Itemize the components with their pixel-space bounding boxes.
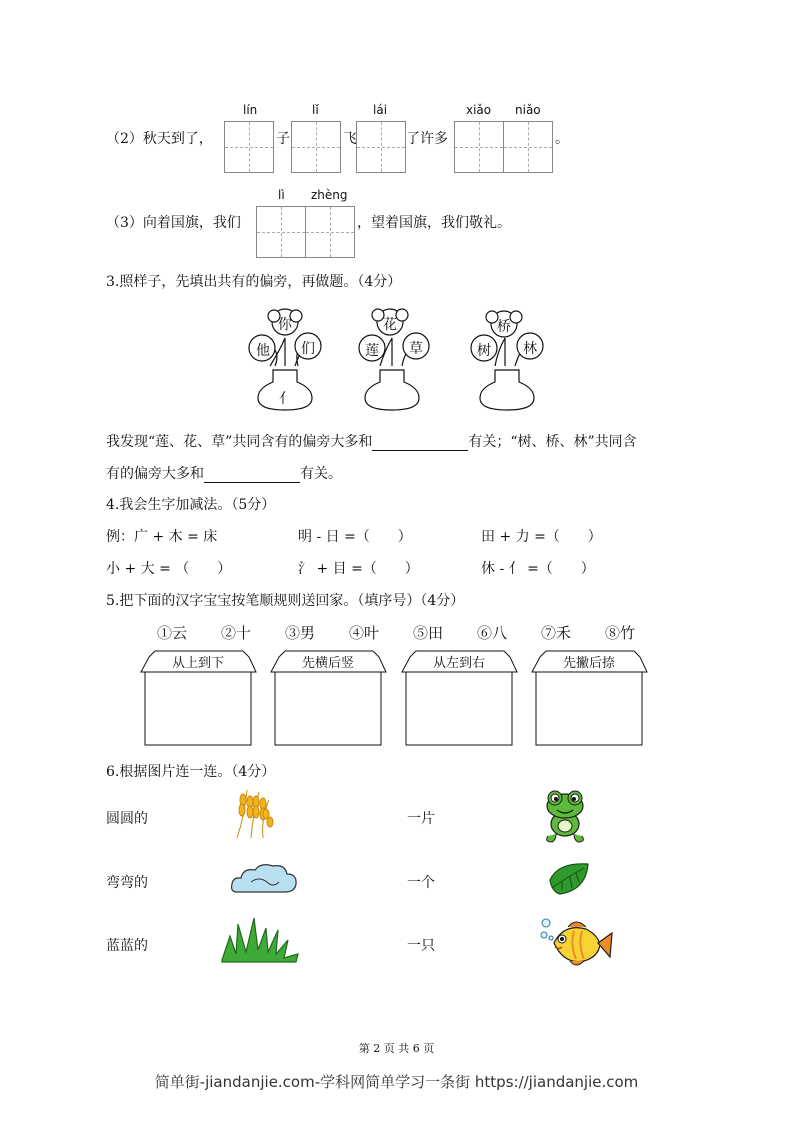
q4-item-xiu[interactable]: 休 - 亻 =（ ） — [481, 561, 595, 577]
q2-sentence-2-mid3: 了许多 — [406, 131, 448, 147]
q6-left-round[interactable]: 圆圆的 — [106, 811, 148, 827]
q6-measure-pian[interactable]: 一片 — [407, 811, 435, 827]
q4-item-example: 例：广 + 木 = 床 — [106, 529, 218, 545]
pinyin-niao: niǎo — [515, 103, 541, 117]
q3-answer-line-1 — [106, 431, 637, 451]
q6-left-blue[interactable]: 蓝蓝的 — [106, 938, 148, 954]
q3-line2-a: 有的偏旁大多和 — [106, 466, 204, 482]
q6-left-curved[interactable]: 弯弯的 — [106, 875, 148, 891]
q3-blank-1[interactable] — [372, 434, 468, 451]
watermark: 简单街-jiandanjie.com-学科网简单学习一条街 https://jiandanjie.com — [154, 1073, 639, 1091]
q3-line1-b: 有关；“树、桥、林”共同含 — [468, 434, 637, 450]
q4-item-xiao[interactable]: 小 + 大 = （ ） — [106, 561, 232, 577]
vase-2-right-char: 草 — [409, 341, 423, 357]
tianzige-xiaoniao[interactable] — [454, 121, 553, 173]
q3-blank-2[interactable] — [204, 466, 300, 483]
leaf-icon[interactable] — [546, 860, 590, 898]
cloud-icon[interactable] — [229, 860, 299, 898]
vase-2-top-char: 花 — [383, 317, 397, 333]
house-top-to-bottom[interactable] — [140, 650, 256, 746]
q4-item-tian[interactable]: 田 + 力 =（ ） — [481, 529, 602, 545]
q5-title: 5.把下面的汉字宝宝按笔顺规则送回家。（填序号）（4分） — [106, 593, 465, 609]
vase-1-left-char: 他 — [256, 343, 270, 359]
wheat-icon[interactable] — [225, 784, 275, 840]
pinyin-zheng: zhèng — [311, 188, 348, 202]
q3-answer-line-2 — [106, 463, 342, 483]
q2-sentence-2-end: 。 — [555, 131, 569, 147]
vase-3-left-char: 树 — [477, 343, 491, 359]
q6-measure-zhi[interactable]: 一只 — [407, 938, 435, 954]
house-label: 先横后竖 — [301, 656, 354, 671]
q2-sentence-3-suffix: ，望着国旗，我们敬礼。 — [357, 215, 511, 231]
house-label: 从上到下 — [171, 656, 224, 671]
vase-3-top-char: 桥 — [497, 319, 511, 335]
q3-title: 3.照样子，先填出共有的偏旁，再做题。（4分） — [106, 274, 402, 290]
house-horizontal-then-vertical[interactable] — [270, 650, 386, 746]
q5-char-7: ⑦禾 — [541, 624, 572, 642]
q2-sentence-2-mid1: 子 — [276, 131, 290, 147]
vase-1-right-char: 们 — [301, 341, 315, 357]
house-label: 先撇后捺 — [562, 656, 615, 671]
grass-icon[interactable] — [220, 914, 300, 964]
q6-title: 6.根据图片连一连。（4分） — [106, 764, 276, 780]
pinyin-lin: lín — [243, 103, 258, 117]
tianzige-lai[interactable] — [356, 121, 406, 173]
frog-icon[interactable] — [540, 788, 590, 844]
house-left-falling-then-right-falling[interactable] — [531, 650, 647, 746]
q4-item-shui[interactable]: 氵 + 目 =（ ） — [298, 561, 419, 577]
q5-char-2: ②十 — [221, 624, 252, 642]
q5-char-4: ④叶 — [349, 624, 380, 642]
pinyin-li4: lì — [278, 188, 285, 202]
q6-measure-ge[interactable]: 一个 — [407, 875, 435, 891]
vase-1-top-char: 你 — [278, 317, 292, 333]
pinyin-xiao: xiǎo — [466, 103, 492, 117]
q5-char-6: ⑥八 — [477, 624, 508, 642]
q2-sentence-3-prefix: （3）向着国旗，我们 — [106, 215, 241, 231]
tianzige-lizheng[interactable] — [256, 206, 355, 258]
pinyin-lai: lái — [373, 103, 388, 117]
q5-char-5: ⑤田 — [413, 624, 444, 642]
q3-line1-a: 我发现“莲、花、草”共同含有的偏旁大多和 — [106, 434, 373, 450]
q5-char-8: ⑧竹 — [605, 624, 636, 642]
tianzige-lin[interactable] — [224, 121, 274, 173]
q2-sentence-2-prefix: （2）秋天到了， — [106, 131, 213, 147]
q5-char-3: ③男 — [285, 624, 316, 642]
q3-line2-b: 有关。 — [300, 466, 342, 482]
vase-3-right-char: 林 — [523, 341, 537, 357]
vase-2-left-char: 莲 — [365, 343, 379, 359]
q5-char-1: ①云 — [157, 624, 188, 642]
page-number: 第 2 页 共 6 页 — [358, 1042, 435, 1055]
fish-icon[interactable] — [540, 913, 614, 969]
q4-title: 4.我会生字加减法。（5分） — [106, 497, 276, 513]
q2-sentence-2-mid2: 飞 — [343, 131, 357, 147]
house-label: 从左到右 — [432, 656, 485, 671]
tianzige-li[interactable] — [291, 121, 341, 173]
house-left-to-right[interactable] — [401, 650, 517, 746]
pinyin-li: lǐ — [312, 103, 319, 117]
q4-item-ming[interactable]: 明 - 日 =（ ） — [298, 529, 412, 545]
vase-1-radical: 亻 — [279, 391, 293, 407]
